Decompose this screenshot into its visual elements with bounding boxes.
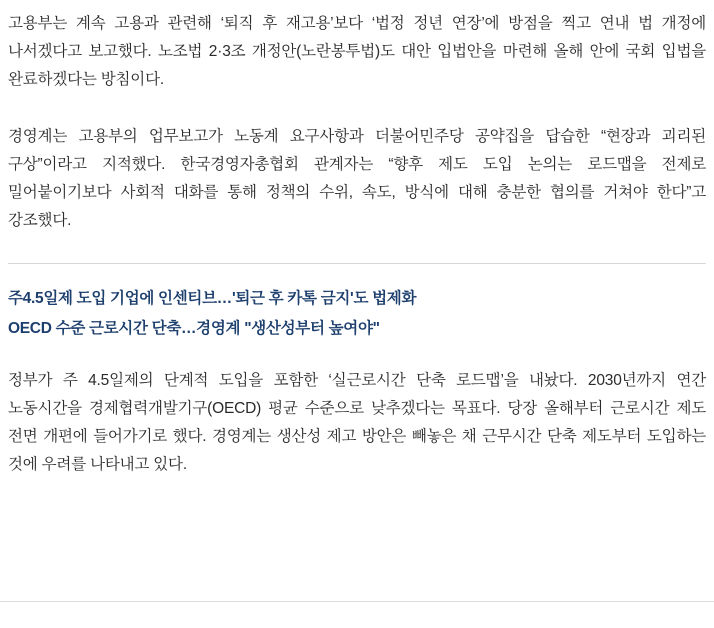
related-article-link-1[interactable]: 주4.5일제 도입 기업에 인센티브…'퇴근 후 카톡 금지'도 법제화	[8, 290, 417, 308]
footer-divider	[0, 601, 714, 602]
related-article-link-2[interactable]: OECD 수준 근로시간 단축…경영계 "생산성부터 높여야"	[8, 319, 380, 337]
article-paragraph: 고용부는 계속 고용과 관련해 ‘퇴직 후 재고용’보다 ‘법정 정년 연장’에 방점을 찍고 연내 법 개정에 나서겠다고 보고했다. 노조법 2·3조 개정안(노란봉투법)도 대안 입법안을 마련해 올해 안에 국회 입법을 완료하겠다는 방침이다.	[8, 15, 706, 89]
article-paragraph: 경영계는 고용부의 업무보고가 노동계 요구사항과 더불어민주당 공약집을 답습한 “현장과 괴리된 구상”이라고 지적했다. 한국경영자총협회 관계자는 “향후 제도 도입 논의는 로드맵을 전제로 밀어붙이기보다 사회적 대화를 통해 정책의 수위, 속도, 방식에 대해 충분한 협의를 거쳐야 한다”고 강조했다.	[8, 127, 706, 230]
section-divider	[8, 263, 706, 264]
article-closing-paragraph: 정부가 주 4.5일제의 단계적 도입을 포함한 ‘실근로시간 단축 로드맵’을 내놨다. 2030년까지 연간 노동시간을 경제협력개발기구(OECD) 평균 수준으로 낮추겠다는 목표다. 당장 올해부터 근로시간 제도 전면 개편에 들어가기로 했다. 경영계는 생산성 제고 방안은 빼놓은 채 근무시간 단축 제도부터 도입하는 것에 우려를 나타내고 있다.	[8, 371, 706, 474]
related-articles	[8, 286, 706, 340]
